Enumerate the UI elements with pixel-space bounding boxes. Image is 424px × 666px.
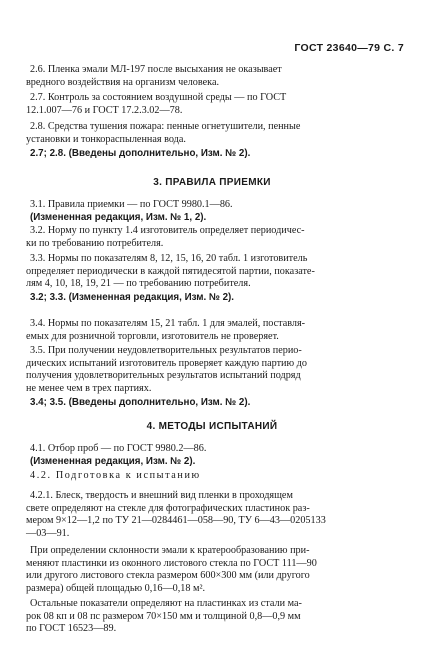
paragraph-4-2-1-steel [26, 598, 396, 636]
section-3-title: 3. ПРАВИЛА ПРИЕМКИ [153, 177, 271, 188]
amendment-note-3-1: (Измененная редакция, Изм. № 1, 2). [30, 212, 207, 223]
text-line: размера) общей площадью 0,16—0,18 м². [26, 582, 206, 594]
text-line: 12.1.007—76 и ГОСТ 17.2.3.02—78. [26, 104, 183, 116]
text-line: рок 08 кп и 08 пс размером 70×150 мм и толщиной 0,8—0,9 мм [26, 610, 301, 622]
text-line: мером 9×12—1,2 по ТУ 21—0284461—058—90, ТУ 6—43—0205133 [26, 515, 326, 527]
text-line: 3.2. Норму по пункту 1.4 изготовитель определяет периодичес- [30, 225, 305, 236]
amendment-note-2-7-2-8: 2.7; 2.8. (Введены дополнительно, Изм. № 2). [30, 148, 251, 159]
text-line: вредного воздействия на организм человека. [26, 76, 220, 88]
text-line: 2.7. Контроль за состоянием воздушной среды — по ГОСТ [30, 92, 287, 103]
text-line: 3.5. При получении неудовлетворительных результатов перио- [30, 345, 302, 356]
text-line: 4.2.1. Блеск, твердость и внешний вид пленки в проходящем [30, 490, 293, 501]
amendment-note-4-1: (Измененная редакция, Изм. № 2). [30, 456, 196, 467]
paragraph-2-7 [26, 92, 396, 117]
paragraph-2-6 [26, 64, 396, 89]
paragraph-3-1: 3.1. Правила приемки — по ГОСТ 9980.1—86. [30, 199, 233, 210]
text-line: меняют пластинки из оконного листового стекла по ГОСТ 111—90 [26, 557, 317, 569]
paragraph-3-5 [26, 345, 396, 395]
paragraph-4-2: 4.2. Подготовка к испытанию [30, 470, 201, 481]
text-line: не менее чем в трех партиях. [26, 382, 152, 394]
text-line: лям 4, 10, 18, 19, 21 — по требованию потребителя. [26, 278, 251, 290]
paragraph-3-3 [26, 253, 396, 291]
text-line: 2.8. Средства тушения пожара: пенные огнетушители, пенные [30, 121, 301, 132]
page-header: ГОСТ 23640—79 С. 7 [294, 42, 404, 54]
paragraph-4-2-1-craters [26, 545, 396, 595]
text-line: —03—91. [26, 527, 70, 539]
text-line: 2.6. Пленка эмали МЛ-197 после высыхания не оказывает [30, 64, 282, 75]
text-line: свете определяют на стекле для фотографических пластинок раз- [26, 502, 310, 514]
paragraph-4-2-1 [26, 490, 396, 540]
section-4-title: 4. МЕТОДЫ ИСПЫТАНИЙ [146, 421, 278, 432]
text-line: 3.4. Нормы по показателям 15, 21 табл. 1 для эмалей, поставля- [30, 318, 306, 329]
paragraph-4-1: 4.1. Отбор проб — по ГОСТ 9980.2—86. [30, 443, 207, 454]
text-line: При определении склонности эмали к кратерообразованию при- [30, 545, 310, 556]
paragraph-2-8 [26, 121, 396, 146]
text-line: емых для розничной торговли, изготовитель не проверяет. [26, 330, 279, 342]
amendment-note-3-2-3-3: 3.2; 3.3. (Измененная редакция, Изм. № 2). [30, 292, 235, 303]
text-line: дических испытаний изготовитель проверяет каждую партию до [26, 357, 307, 369]
text-line: Остальные показатели определяют на пластинках из стали ма- [30, 598, 302, 609]
text-line: или другого листового стекла размером 600×300 мм (или другого [26, 570, 310, 582]
text-line: 3.3. Нормы по показателям 8, 12, 15, 16, 20 табл. 1 изготовитель [30, 253, 308, 264]
text-line: по ГОСТ 16523—89. [26, 623, 117, 635]
text-line: определяет периодически в каждой пятидесятой партии, показате- [26, 265, 315, 277]
paragraph-3-2 [26, 225, 396, 250]
text-line: установки и тонкораспыленная вода. [26, 133, 186, 145]
paragraph-3-4 [26, 318, 396, 343]
amendment-note-3-4-3-5: 3.4; 3.5. (Введены дополнительно, Изм. № 2). [30, 397, 251, 408]
text-line: получения удовлетворительных результатов испытаний подряд [26, 370, 301, 382]
text-line: ки по требованию потребителя. [26, 237, 164, 249]
